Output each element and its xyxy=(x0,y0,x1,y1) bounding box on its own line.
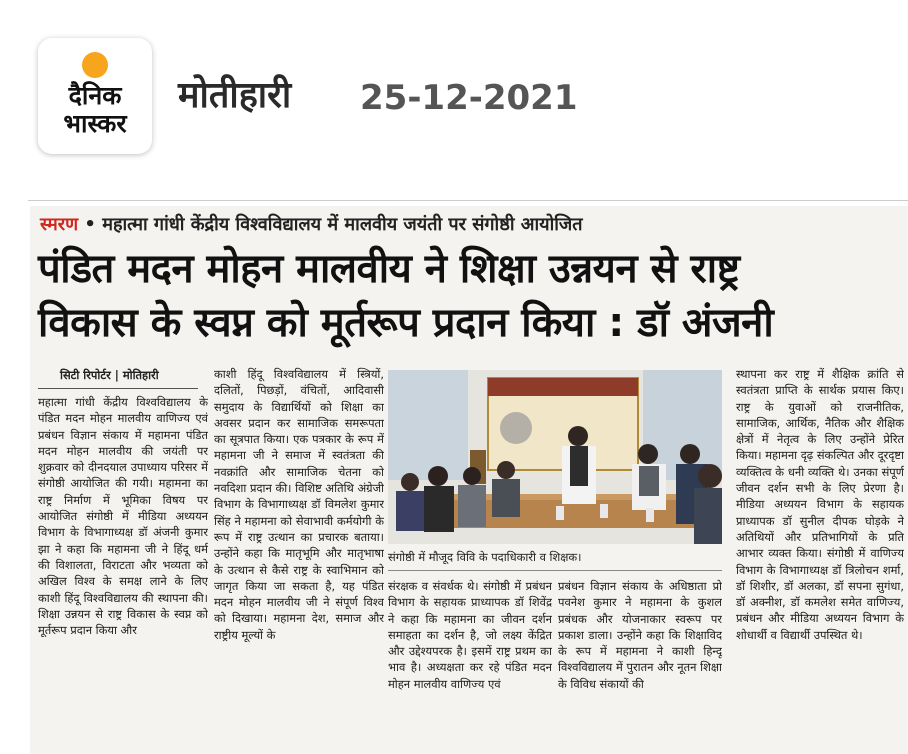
edition-city: मोतीहारी xyxy=(178,75,292,116)
article-column-1: महात्मा गांधी केंद्रीय विश्वविद्यालय के पंडित मदन मोहन मालवीय वाणिज्य एवं प्रबंधन विज्ञान संकाय में महामना पंडित मदन मोहन मालवीय की जयंती पर शुक्रवार को दीनदयाल उपाध्याय परिसर में संगोष्ठी आयोजित की गयी। महामना का राष्ट्र निर्माण में भूमिका विषय पर आयोजित संगोष्ठी में मीडिया अध्ययन विभाग के विभागाध्यक्ष डॉ अंजनी कुमार झा ने कहा कि महामना जी ने हिंदू धर्म की विशालता, विराटता और भव्यता को अखिल विश्व के समक्ष लाने के लिए काशी हिंदू विश्वविद्यालय की स्थापना की। शिक्षा उन्नयन से राष्ट्र विकास के स्वप्न को मूर्तरूप प्रदान किया और xyxy=(38,395,208,638)
kicker-tag: स्मरण xyxy=(40,214,79,235)
logo-line-1: दैनिक xyxy=(68,81,122,110)
dainik-bhaskar-logo xyxy=(38,38,152,154)
event-photo xyxy=(388,370,722,544)
article-column-4: प्रबंधन विज्ञान संकाय के अधिष्ठाता प्रो पवनेश कुमार ने महामना के कुशल प्रबंधक और योजनाकार स्वरूप पर प्रकाश डाला। उन्होंने कहा कि शिक्षाविद के रूप में महामना ने काशी हिन्दू विश्वविद्यालय में पुरातन और नूतन शिक्षा के विविध संकायों की xyxy=(558,579,722,691)
byline-divider xyxy=(38,388,198,389)
caption-divider xyxy=(388,570,722,571)
kicker-text: • महात्मा गांधी केंद्रीय विश्वविद्यालय में मालवीय जयंती पर संगोष्ठी आयोजित xyxy=(78,214,583,235)
kicker xyxy=(40,212,583,238)
headline-line-1: पंडित मदन मोहन मालवीय ने शिक्षा उन्नयन से राष्ट्र xyxy=(38,246,740,292)
event-photo-illustration xyxy=(388,370,722,544)
article-column-2: काशी हिंदू विश्वविद्यालय में स्त्रियों, दलितों, पिछड़ों, वंचितों, आदिवासी समुदाय के विद्यार्थियों को शिक्षा का अवसर प्रदान कर सामाजिक समरूपता का सूत्रपात किया। एक पत्रकार के रूप में महामना जी ने समाज में स्वतंत्रता की नवक्रांति और सामाजिक चेतना को नवदिशा प्रदान की। विशिष्ट अतिथि अंग्रेजी विभाग के विभागाध्यक्ष डॉ विमलेश कुमार सिंह ने महामना को सेवाभावी कर्मयोगी के रूप में राष्ट्र उत्थान का प्रचारक बताया। उन्होंने कहा कि मातृभूमि और मातृभाषा के उत्थान से कैसे राष्ट्र के स्वाभिमान को जागृत किया जा सकता है, यह पंडित मदन मोहन मालवीय जी ने संपूर्ण विश्व को दिखाया। महामना देश, समाज और राष्ट्रीय मूल्यों के xyxy=(214,367,384,642)
header-divider xyxy=(28,200,908,201)
byline: सिटी रिपोर्टर | मोतिहारी xyxy=(60,368,159,382)
article-column-3: संरक्षक व संवर्धक थे। संगोष्ठी में प्रबंधन विभाग के सहायक प्राध्यापक डॉ शिवेंद्र ने कहा कि महामना का जीवन दर्शन समाहता का दर्शन है, जो लक्ष्य केंद्रित और उद्देश्यपरक है। इसमें राष्ट्र प्रथम का भाव है। अध्यक्षता कर रहे पंडित मदन मोहन मालवीय वाणिज्य एवं xyxy=(388,579,552,691)
article-column-5: स्थापना कर राष्ट्र में शैक्षिक क्रांति से स्वतंत्रता प्राप्ति के सार्थक प्रयास किए। राष्ट्र के युवाओं को राजनीतिक, सामाजिक, आर्थिक, नैतिक और शैक्षिक क्षेत्रों में नेतृत्व के लिए उन्होंने प्रेरित किया। महामना दृढ़ संकल्पित और दूरदृष्टा व्यक्तित्व के धनी व्यक्ति थे। उनका संपूर्ण जीवन दर्शन सभी के लिए प्रेरणा है। मीडिया अध्ययन विभाग के सहायक प्राध्यापक डॉ सुनील दीपक घोड़के ने अतिथियों और प्रतिभागियों के प्रति आभार व्यक्त किया। संगोष्ठी में वाणिज्य विभाग के विभागाध्यक्ष डॉ त्रिलोचन शर्मा, डॉ शिशीर, डॉ अलका, डॉ सपना सुगंधा, डॉ अक्नीश, डॉ कमलेश समेत वाणिज्य, प्रबंधन और मीडिया अध्ययन विभाग के शोधार्थी व विद्यार्थी उपस्थित थे। xyxy=(736,367,904,642)
sun-icon xyxy=(82,52,108,78)
logo-line-2: भास्कर xyxy=(63,109,127,138)
news-clipping xyxy=(30,206,908,754)
photo-caption: संगोष्ठी में मौजूद विवि के पदाधिकारी व शिक्षक। xyxy=(388,550,582,564)
headline-line-2: विकास के स्वप्न को मूर्तरूप प्रदान किया : डॉ अंजनी xyxy=(38,300,774,346)
edition-date: 25-12-2021 xyxy=(360,78,578,118)
